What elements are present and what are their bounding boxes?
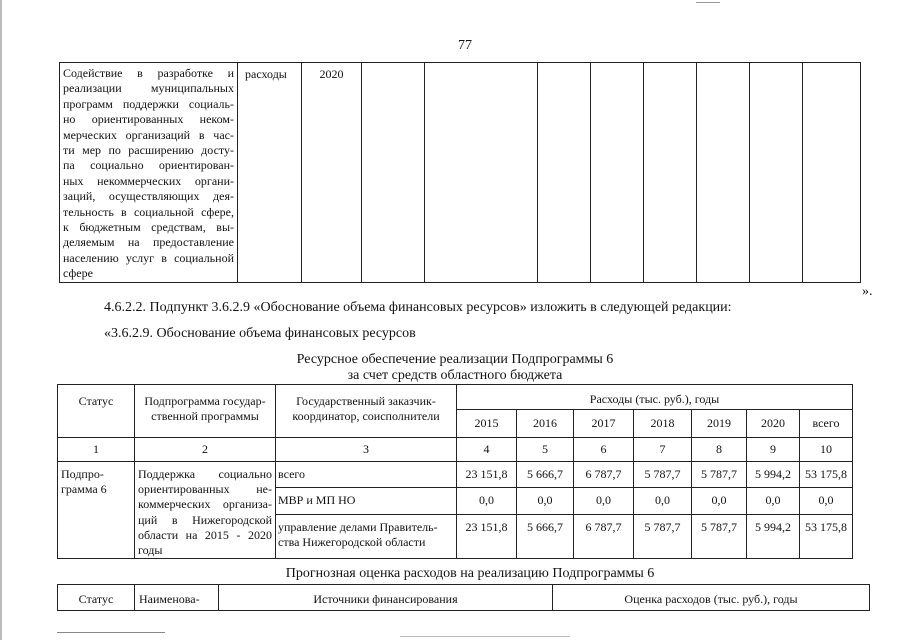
measure-line: к бюджетным средствам, вы- [63,220,234,235]
value-cell: 5 787,7 [692,462,747,488]
value-cell: 0,0 [634,488,692,514]
header-year: 2017 [574,410,634,438]
forecast-header-status: Статус [58,585,135,611]
paragraph-section-title: «3.6.2.9. Обоснование объема финансовых ресурсов [104,326,416,341]
header-status: Статус [58,385,135,438]
header-year: 2019 [692,410,747,438]
measure-line: сфере [63,266,93,281]
table-forecast [57,584,870,611]
value-cell: 5 666,7 [517,514,574,559]
header-year: 2020 [747,410,800,438]
closing-mark: ». [862,284,873,299]
measure-line: реализации муниципальных [63,81,234,96]
measure-line: ти мер по расширению досту- [63,143,234,158]
col-number: 8 [692,438,747,462]
table-continuation [59,62,861,283]
measure-line: но ориентированных неком- [63,112,234,127]
value-cell: 0,0 [517,488,574,514]
col-number: 6 [574,438,634,462]
value-cell: 6 787,7 [574,514,634,559]
header-year: 2015 [457,410,517,438]
col-number: 5 [517,438,574,462]
forecast-header-name: Наименова- [135,585,219,611]
header-customer: Государственный заказчик- координатор, соисполнители [276,385,457,438]
header-total: всего [800,410,853,438]
measure-line: населению услуг в социальной [63,250,234,265]
left-edge-mark [0,0,2,640]
forecast-header-estimate: Оценка расходов (тыс. руб.), годы [553,585,870,611]
value-cell: 6 787,7 [574,462,634,488]
table-resources [57,384,853,559]
col-number: 4 [457,438,517,462]
value-cell: 0,0 [800,488,853,514]
header-year: 2018 [634,410,692,438]
executor-cell: МВР и МП НО [276,488,457,514]
bottom-line [57,632,165,633]
measure-line: мерческих организаций в час- [63,127,234,142]
value-cell: 5 994,2 [747,462,800,488]
measure-line: ных некоммерческих органи- [63,173,234,188]
table-title-line2: за счет средств областного бюджета [347,368,563,383]
value-cell: 5 787,7 [634,514,692,559]
bottom-line [400,636,570,637]
col-number: 3 [276,438,457,462]
value-cell: 5 994,2 [747,514,800,559]
table-row [58,462,853,488]
executor-cell: всего [276,462,457,488]
value-cell: 5 787,7 [692,514,747,559]
value-cell: 0,0 [457,488,517,514]
col-number: 7 [634,438,692,462]
header-year: 2016 [517,410,574,438]
paragraph-amendment: 4.6.2.2. Подпункт 3.6.2.9 «Обоснование объема финансовых ресурсов» изложить в следующей редакции: [104,300,732,315]
measure-description-cell [60,63,238,283]
subprogram-name-cell: Поддержка социально ориентированных не- коммерческих организа- ций в Нижегородской области на 2015 - 2020 годы [135,462,276,559]
measure-line: тельность в социальной сфере, [63,204,234,219]
value-cell: 0,0 [574,488,634,514]
status-cell: Подпро- грамма 6 [58,462,135,559]
measure-line: Содействие в разработке и [63,66,234,80]
table-title-line1: Ресурсное обеспечение реализации Подпрограммы 6 [296,352,614,367]
measure-line: программ поддержки социаль- [63,96,234,111]
top-mark [696,2,720,3]
page-number: 77 [458,38,472,53]
value-cell: 5 666,7 [517,462,574,488]
forecast-title: Прогнозная оценка расходов на реализацию Подпрограммы 6 [285,566,655,581]
measure-line: деляемым на предоставление [63,235,234,250]
header-subprogram: Подпрограмма государ- ственной программы [135,385,276,438]
header-expenses: Расходы (тыс. руб.), годы [457,385,853,410]
expense-type: расходы [245,67,287,81]
year: 2020 [319,67,344,81]
executor-cell: управление делами Правитель- ства Нижегородской области [276,514,457,559]
measure-line: заций, осуществляющих дея- [63,189,234,204]
value-cell: 5 787,7 [634,462,692,488]
col-number: 10 [800,438,853,462]
col-number: 9 [747,438,800,462]
year-cell [302,63,362,283]
value-cell: 53 175,8 [800,462,853,488]
forecast-header-sources: Источники финансирования [219,585,553,611]
col-number: 2 [135,438,276,462]
value-cell: 0,0 [692,488,747,514]
value-cell: 23 151,8 [457,514,517,559]
value-cell: 53 175,8 [800,514,853,559]
value-cell: 0,0 [747,488,800,514]
value-cell: 23 151,8 [457,462,517,488]
col-number: 1 [58,438,135,462]
expense-type-cell [238,63,302,283]
measure-line: па социально ориентирован- [63,158,234,173]
